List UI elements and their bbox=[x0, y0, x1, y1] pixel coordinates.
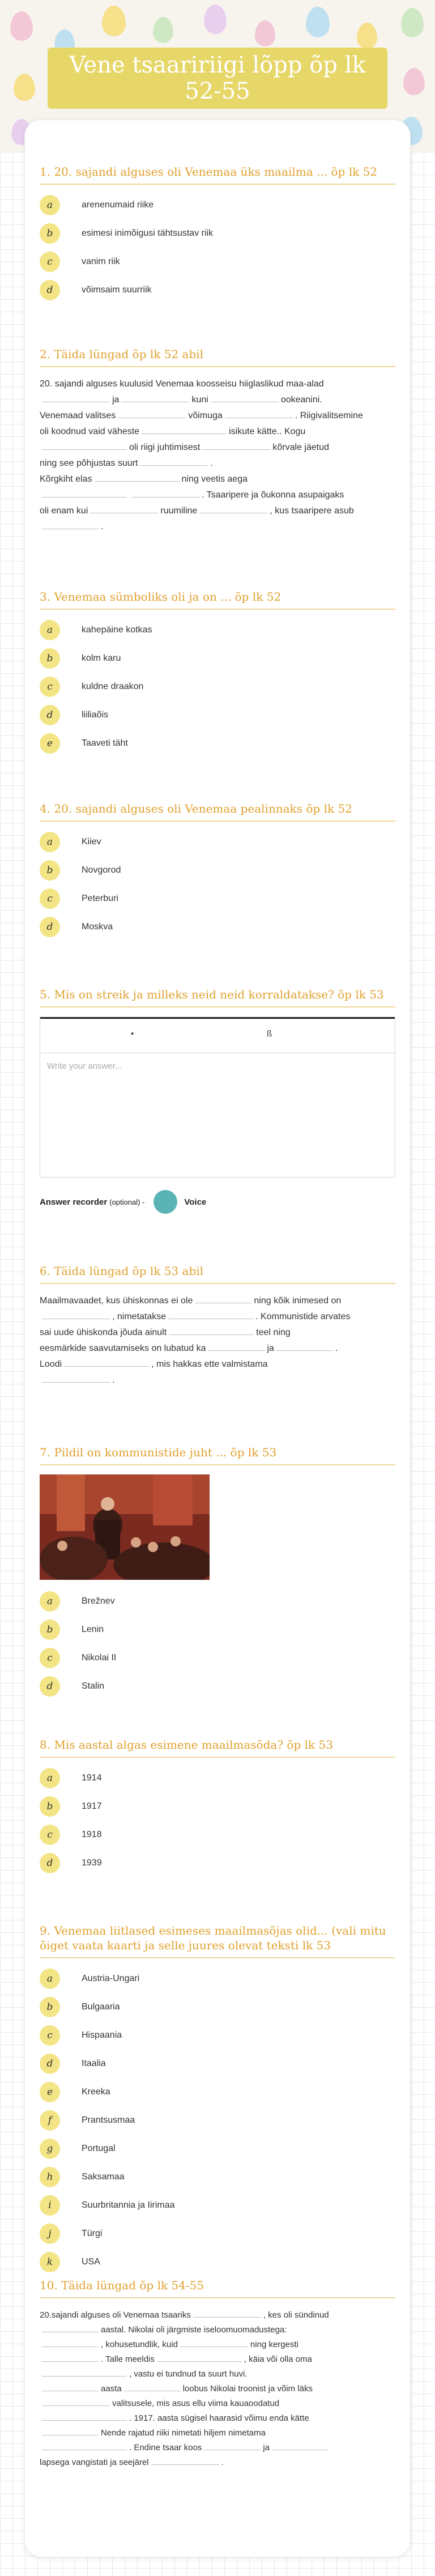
option-i[interactable] bbox=[40, 2194, 395, 2217]
option-label: Suurbritannia ja Iirimaa bbox=[82, 2200, 175, 2210]
question-title: 9. Venemaa liitlased esimeses maailmasõjas olid... (vali mitu õiget vaata kaarti ja selle juures olevat teksti lk 53 bbox=[40, 1923, 395, 1958]
option-b[interactable] bbox=[40, 1996, 395, 2018]
question-title: 7. Pildil on kommunistide juht ... õp lk 53 bbox=[40, 1445, 395, 1465]
answer-box bbox=[40, 1017, 395, 1178]
text-segment: . bbox=[335, 1344, 338, 1353]
text-segment: Venemaad valitses bbox=[40, 411, 116, 420]
text-segment: Loodi bbox=[40, 1359, 62, 1369]
option-letter: e bbox=[40, 2082, 60, 2102]
blank-input[interactable] bbox=[42, 392, 110, 402]
option-label: võimsaim suurriik bbox=[82, 285, 152, 295]
question-title: 2. Täida lüngad õp lk 52 abil bbox=[40, 347, 395, 367]
option-label: 1918 bbox=[82, 1830, 102, 1839]
question-title: 5. Mis on streik ja milleks neid neid korraldatakse? õp lk 53 bbox=[40, 987, 395, 1008]
blank-input[interactable] bbox=[42, 2366, 127, 2377]
blank-input[interactable] bbox=[276, 1341, 333, 1351]
question-title: 4. 20. sajandi alguses oli Venemaa pealinnaks õp lk 52 bbox=[40, 801, 395, 822]
question-6 bbox=[40, 1264, 395, 1388]
option-letter: j bbox=[40, 2224, 60, 2244]
text-segment: teel ning bbox=[256, 1328, 291, 1337]
text-segment: ja bbox=[263, 2443, 270, 2452]
option-label: vanim riik bbox=[82, 257, 120, 266]
blank-input[interactable] bbox=[42, 2425, 99, 2435]
fill-in-text bbox=[40, 376, 395, 535]
option-letter: a bbox=[40, 1591, 60, 1612]
blank-input[interactable] bbox=[151, 2455, 219, 2465]
blank-input[interactable] bbox=[64, 1357, 149, 1367]
option-a[interactable] bbox=[40, 194, 395, 216]
option-k[interactable] bbox=[40, 2251, 395, 2273]
option-letter: b bbox=[40, 1619, 60, 1640]
option-d[interactable] bbox=[40, 1852, 395, 1874]
option-label: Novgorod bbox=[82, 865, 121, 875]
text-segment: . Kommunistide arvates bbox=[255, 1312, 351, 1321]
option-letter: b bbox=[40, 223, 60, 244]
text-segment: ning veetis aega bbox=[181, 474, 248, 484]
answer-recorder bbox=[40, 1190, 395, 1214]
recorder-note: (optional) - bbox=[109, 1197, 145, 1206]
question-title: 1. 20. sajandi alguses oli Venemaa üks maailma ... õp lk 52 bbox=[40, 164, 395, 185]
option-letter: b bbox=[40, 648, 60, 669]
text-segment: Nende rajatud riiki nimetati hiljem nimetama bbox=[101, 2428, 266, 2438]
blank-input[interactable] bbox=[140, 456, 208, 466]
option-b[interactable] bbox=[40, 222, 395, 245]
option-letter: d bbox=[40, 705, 60, 725]
option-label: Nikolai II bbox=[82, 1653, 117, 1663]
text-segment: , nimetatakse bbox=[112, 1312, 167, 1321]
option-label: kuldne draakon bbox=[82, 682, 144, 691]
option-c[interactable] bbox=[40, 2024, 395, 2047]
voice-record-button[interactable] bbox=[153, 1190, 177, 1214]
text-segment: . bbox=[112, 1375, 115, 1385]
option-e[interactable] bbox=[40, 732, 395, 755]
option-a[interactable] bbox=[40, 1767, 395, 1789]
question-title: 10. Täida lüngad õp lk 54-55 bbox=[40, 2278, 395, 2298]
option-label: Hispaania bbox=[82, 2030, 122, 2040]
egg-decoration bbox=[401, 8, 424, 37]
answer-textarea[interactable]: Write your answer... bbox=[47, 1061, 122, 1071]
text-segment: lapsega vangistati ja seejärel bbox=[40, 2458, 149, 2467]
blank-input[interactable] bbox=[42, 2411, 127, 2421]
text-segment: . Endine tsaar koos bbox=[129, 2443, 202, 2452]
blank-input[interactable] bbox=[193, 2307, 261, 2318]
question-9 bbox=[40, 1923, 395, 2279]
text-segment: . Riigivalitsemine bbox=[295, 411, 363, 420]
option-label: Stalin bbox=[82, 1681, 105, 1691]
text-segment: , kus tsaaripere asub bbox=[270, 506, 354, 516]
text-segment: võimuga bbox=[188, 411, 223, 420]
option-letter: a bbox=[40, 1768, 60, 1788]
egg-decoration bbox=[403, 68, 425, 95]
text-segment: valitsusele, mis asus ellu viima kauaoodatud bbox=[112, 2399, 280, 2408]
blank-input[interactable] bbox=[195, 1293, 251, 1303]
question-10 bbox=[40, 2278, 395, 2469]
blank-input[interactable] bbox=[42, 487, 127, 498]
list-button[interactable]: • bbox=[131, 1029, 134, 1039]
question-3 bbox=[40, 589, 395, 760]
option-letter: c bbox=[40, 1825, 60, 1845]
text-segment: 20. sajandi alguses kuulusid Venemaa koosseisu hiiglaslikud maa-alad bbox=[40, 379, 324, 389]
option-letter: b bbox=[40, 1796, 60, 1817]
option-j[interactable] bbox=[40, 2222, 395, 2245]
text-segment: ning kõik inimesed on bbox=[254, 1296, 342, 1306]
question-1 bbox=[40, 164, 395, 307]
egg-decoration bbox=[153, 17, 173, 43]
option-label: Peterburi bbox=[82, 894, 118, 903]
option-letter: i bbox=[40, 2195, 60, 2216]
option-letter: a bbox=[40, 832, 60, 852]
egg-decoration bbox=[102, 6, 126, 36]
option-label: Moskva bbox=[82, 922, 113, 932]
text-segment: . 1917. aasta sügisel haarasid võimu enda kätte bbox=[129, 2413, 309, 2423]
blank-input[interactable] bbox=[95, 471, 180, 482]
option-label: esimesi inimõigusi tähtsustav riik bbox=[82, 228, 214, 238]
text-segment: , mis hakkas ette valmistama bbox=[151, 1359, 268, 1369]
option-letter: d bbox=[40, 2054, 60, 2074]
option-a[interactable] bbox=[40, 619, 395, 641]
option-label: 1917 bbox=[82, 1801, 102, 1811]
blank-input[interactable] bbox=[42, 2396, 110, 2406]
text-segment: oli koodnud vaid väheste bbox=[40, 427, 140, 436]
text-segment: ookeanini. bbox=[280, 395, 322, 405]
option-a[interactable] bbox=[40, 831, 395, 853]
egg-decoration bbox=[10, 11, 33, 41]
option-a[interactable] bbox=[40, 1590, 395, 1613]
option-label: Taaveti täht bbox=[82, 738, 128, 748]
option-f[interactable] bbox=[40, 2109, 395, 2132]
text-segment: , vastu ei tundnud ta suurt huvi. bbox=[129, 2369, 248, 2379]
blank-input[interactable] bbox=[180, 2337, 248, 2347]
text-segment: ning see põhjustas suurt bbox=[40, 458, 138, 468]
text-segment: ruumiline bbox=[160, 506, 198, 516]
blank-input[interactable] bbox=[42, 1309, 110, 1319]
blank-input[interactable] bbox=[121, 392, 189, 402]
text-segment: eesmärkide saavutamiseks on lubatud ka bbox=[40, 1344, 206, 1353]
egg-decoration bbox=[306, 7, 330, 37]
option-letter: e bbox=[40, 733, 60, 754]
blank-input[interactable] bbox=[42, 2381, 99, 2391]
option-letter: b bbox=[40, 1997, 60, 2017]
blank-input[interactable] bbox=[199, 503, 267, 513]
option-label: Bulgaaria bbox=[82, 2002, 120, 2012]
text-segment: . Tsaaripere ja õukonna asupaigaks bbox=[202, 490, 344, 500]
answer-toolbar bbox=[40, 1017, 395, 1053]
option-letter: c bbox=[40, 2025, 60, 2046]
blank-input[interactable] bbox=[168, 1309, 253, 1319]
question-2 bbox=[40, 347, 395, 535]
option-label: kahepäine kotkas bbox=[82, 625, 152, 635]
text-segment: kõrvale jäetud bbox=[272, 443, 329, 452]
blank-input[interactable] bbox=[272, 2440, 329, 2450]
blank-input[interactable] bbox=[204, 2440, 261, 2450]
question-title: 8. Mis aastal algas esimene maailmasõda? õp lk 53 bbox=[40, 1737, 395, 1758]
option-letter: f bbox=[40, 2110, 60, 2131]
option-letter: g bbox=[40, 2139, 60, 2159]
option-letter: h bbox=[40, 2167, 60, 2187]
text-segment: Maailmavaadet, kus ühiskonnas ei ole bbox=[40, 1296, 193, 1306]
option-label: 1914 bbox=[82, 1773, 102, 1783]
text-segment: ning kergesti bbox=[250, 2340, 298, 2349]
option-label: Kiiev bbox=[82, 837, 101, 847]
option-label: Lenin bbox=[82, 1625, 104, 1634]
blank-input[interactable] bbox=[124, 2381, 181, 2391]
option-letter: c bbox=[40, 252, 60, 272]
option-d[interactable] bbox=[40, 279, 395, 301]
option-letter: a bbox=[40, 195, 60, 215]
option-letter: c bbox=[40, 889, 60, 909]
option-d[interactable] bbox=[40, 916, 395, 938]
blank-input[interactable] bbox=[225, 408, 293, 418]
option-label: kolm karu bbox=[82, 653, 121, 663]
option-g[interactable] bbox=[40, 2137, 395, 2160]
blank-input[interactable] bbox=[211, 392, 279, 402]
option-c[interactable] bbox=[40, 887, 395, 910]
option-c[interactable] bbox=[40, 250, 395, 273]
blank-input[interactable] bbox=[90, 503, 158, 513]
text-segment: . Talle meeldis bbox=[101, 2354, 155, 2364]
blank-input[interactable] bbox=[42, 2322, 99, 2332]
text-segment: . bbox=[221, 2458, 224, 2467]
blank-input[interactable] bbox=[169, 1325, 254, 1335]
text-segment: isikute kätte.. Kogu bbox=[229, 427, 306, 436]
painting-image bbox=[40, 1474, 210, 1580]
option-h[interactable] bbox=[40, 2166, 395, 2188]
text-segment: Kõrgkiht elas bbox=[40, 474, 92, 484]
option-c[interactable] bbox=[40, 1823, 395, 1846]
blank-input[interactable] bbox=[118, 408, 186, 418]
text-segment: oli enam kui bbox=[40, 506, 88, 516]
option-letter: d bbox=[40, 1676, 60, 1697]
fill-in-text bbox=[40, 2307, 395, 2469]
blank-input[interactable] bbox=[208, 1341, 265, 1351]
option-letter: d bbox=[40, 1853, 60, 1873]
option-letter: d bbox=[40, 917, 60, 937]
option-label: Brežnev bbox=[82, 1596, 115, 1606]
text-segment: aastal. Nikolai oli järgmiste iseloomuomadustega: bbox=[101, 2325, 287, 2335]
option-letter: c bbox=[40, 1648, 60, 1668]
text-segment: , kohusetundlik, kuid bbox=[101, 2340, 178, 2349]
option-e[interactable] bbox=[40, 2081, 395, 2103]
option-label: Kreeka bbox=[82, 2087, 110, 2097]
question-5 bbox=[40, 987, 395, 1214]
option-label: Portugal bbox=[82, 2144, 116, 2153]
blank-input[interactable] bbox=[42, 2440, 127, 2450]
option-letter: a bbox=[40, 1969, 60, 1989]
blank-input[interactable] bbox=[42, 2337, 99, 2347]
option-label: Saksamaa bbox=[82, 2172, 125, 2182]
text-segment: oli riigi juhtimisest bbox=[129, 443, 201, 452]
option-letter: k bbox=[40, 2252, 60, 2272]
text-segment: kuni bbox=[191, 395, 208, 405]
option-label: Itaalia bbox=[82, 2059, 106, 2068]
worksheet-title-box bbox=[48, 48, 387, 109]
egg-decoration bbox=[14, 74, 35, 101]
option-letter: a bbox=[40, 620, 60, 640]
question-8 bbox=[40, 1737, 395, 1880]
option-b[interactable] bbox=[40, 647, 395, 670]
option-b[interactable] bbox=[40, 1618, 395, 1641]
worksheet-title: Vene tsaaririigi lõpp õp lk 52-55 bbox=[69, 52, 366, 104]
blank-input[interactable] bbox=[142, 424, 227, 434]
text-segment: , kes oli sündinud bbox=[263, 2310, 329, 2320]
option-letter: c bbox=[40, 677, 60, 697]
blank-input[interactable] bbox=[42, 1372, 110, 1383]
text-segment: ja bbox=[112, 395, 120, 405]
voice-label: Voice bbox=[184, 1197, 207, 1207]
egg-decoration bbox=[204, 5, 227, 34]
option-label: Prantsusmaa bbox=[82, 2115, 135, 2125]
blank-input[interactable] bbox=[157, 2352, 242, 2362]
option-d[interactable] bbox=[40, 704, 395, 726]
text-segment: . bbox=[101, 522, 104, 532]
option-c[interactable] bbox=[40, 675, 395, 698]
text-segment: 20.sajandi alguses oli Venemaa tsaariks bbox=[40, 2310, 191, 2320]
option-label: USA bbox=[82, 2257, 100, 2267]
option-d[interactable] bbox=[40, 2052, 395, 2075]
question-title: 3. Venemaa sümboliks oli ja on ... õp lk 52 bbox=[40, 589, 395, 610]
option-label: Türgi bbox=[82, 2229, 103, 2238]
option-letter: d bbox=[40, 280, 60, 300]
option-c[interactable] bbox=[40, 1647, 395, 1669]
special-char-button[interactable]: ß bbox=[267, 1029, 272, 1039]
recorder-label: Answer recorder bbox=[40, 1197, 108, 1207]
text-segment: , käia või olla oma bbox=[244, 2354, 312, 2364]
question-title: 6. Täida lüngad õp lk 53 abil bbox=[40, 1264, 395, 1284]
text-segment: ja bbox=[267, 1344, 274, 1353]
text-segment: loobus Nikolai troonist ja võim läks bbox=[182, 2384, 313, 2394]
fill-in-text bbox=[40, 1293, 395, 1388]
blank-input[interactable] bbox=[42, 440, 127, 450]
option-d[interactable] bbox=[40, 1675, 395, 1698]
option-label: arenenumaid riike bbox=[82, 200, 154, 210]
question-4 bbox=[40, 801, 395, 944]
blank-input[interactable] bbox=[42, 2352, 99, 2362]
blank-input[interactable] bbox=[42, 519, 99, 529]
egg-decoration bbox=[357, 23, 377, 49]
option-letter: b bbox=[40, 860, 60, 881]
question-photo bbox=[40, 1474, 210, 1580]
option-a[interactable] bbox=[40, 1967, 395, 1990]
option-label: 1939 bbox=[82, 1858, 102, 1868]
option-label: liiliaõis bbox=[82, 710, 109, 720]
option-label: Austria-Ungari bbox=[82, 1974, 140, 1983]
text-segment: . bbox=[210, 458, 213, 468]
option-b[interactable] bbox=[40, 1795, 395, 1818]
question-7 bbox=[40, 1445, 395, 1703]
text-segment: aasta bbox=[101, 2384, 122, 2394]
blank-input[interactable] bbox=[202, 440, 270, 450]
option-b[interactable] bbox=[40, 859, 395, 882]
text-segment: sai uude ühiskonda jõuda ainult bbox=[40, 1328, 167, 1337]
egg-decoration bbox=[255, 20, 275, 46]
blank-input[interactable] bbox=[131, 487, 199, 498]
